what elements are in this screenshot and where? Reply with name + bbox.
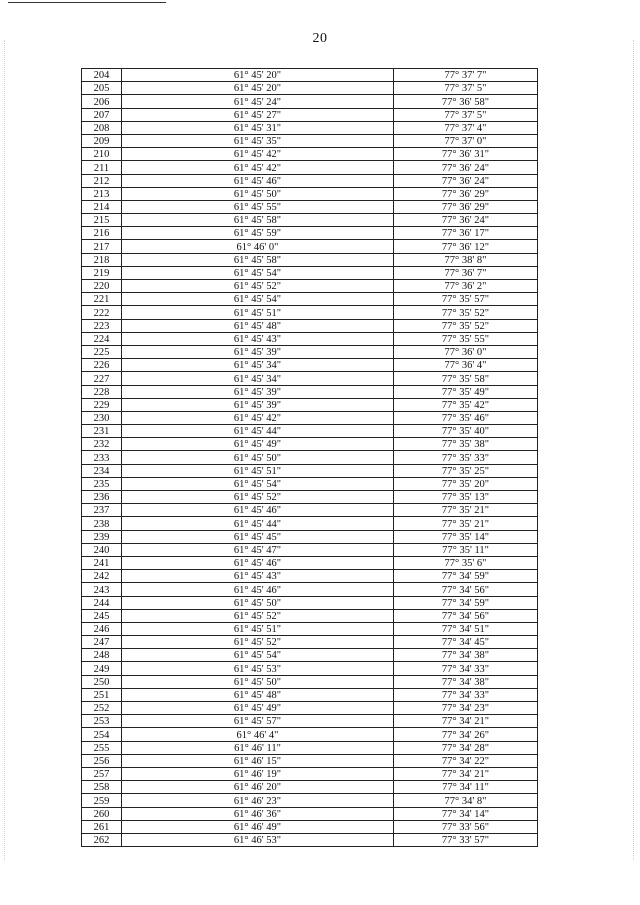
table-row — [82, 715, 538, 728]
longitude-cell: 77° 34' 38" — [394, 649, 538, 662]
point-number-cell: 234 — [82, 464, 122, 477]
coordinates-table-body — [82, 69, 538, 847]
point-number-cell: 238 — [82, 517, 122, 530]
longitude-cell: 77° 37' 7" — [394, 69, 538, 82]
longitude-cell: 77° 34' 56" — [394, 609, 538, 622]
latitude-cell: 61° 45' 39" — [122, 345, 394, 358]
latitude-cell: 61° 45' 24" — [122, 95, 394, 108]
longitude-cell: 77° 35' 52" — [394, 306, 538, 319]
latitude-cell: 61° 45' 44" — [122, 517, 394, 530]
longitude-cell: 77° 35' 13" — [394, 491, 538, 504]
table-row — [82, 609, 538, 622]
longitude-cell: 77° 34' 21" — [394, 715, 538, 728]
point-number-cell: 212 — [82, 174, 122, 187]
point-number-cell: 218 — [82, 253, 122, 266]
longitude-cell: 77° 35' 58" — [394, 372, 538, 385]
table-row — [82, 411, 538, 424]
longitude-cell: 77° 36' 24" — [394, 214, 538, 227]
table-row — [82, 464, 538, 477]
right-edge-artifact — [633, 40, 635, 860]
longitude-cell: 77° 35' 20" — [394, 477, 538, 490]
latitude-cell: 61° 45' 54" — [122, 293, 394, 306]
table-row — [82, 372, 538, 385]
table-row — [82, 398, 538, 411]
point-number-cell: 215 — [82, 214, 122, 227]
longitude-cell: 77° 34' 56" — [394, 583, 538, 596]
latitude-cell: 61° 45' 52" — [122, 609, 394, 622]
table-row — [82, 636, 538, 649]
table-row — [82, 121, 538, 134]
table-row — [82, 240, 538, 253]
longitude-cell: 77° 36' 17" — [394, 227, 538, 240]
longitude-cell: 77° 36' 12" — [394, 240, 538, 253]
latitude-cell: 61° 45' 31" — [122, 121, 394, 134]
longitude-cell: 77° 34' 28" — [394, 741, 538, 754]
point-number-cell: 257 — [82, 767, 122, 780]
longitude-cell: 77° 34' 33" — [394, 688, 538, 701]
table-row — [82, 214, 538, 227]
point-number-cell: 220 — [82, 280, 122, 293]
longitude-cell: 77° 36' 4" — [394, 359, 538, 372]
latitude-cell: 61° 45' 59" — [122, 227, 394, 240]
table-row — [82, 187, 538, 200]
table-row — [82, 227, 538, 240]
point-number-cell: 247 — [82, 636, 122, 649]
table-row — [82, 174, 538, 187]
left-edge-artifact — [4, 40, 6, 860]
latitude-cell: 61° 45' 54" — [122, 477, 394, 490]
table-row — [82, 781, 538, 794]
latitude-cell: 61° 45' 46" — [122, 556, 394, 569]
page-number: 20 — [312, 31, 328, 46]
table-row — [82, 543, 538, 556]
table-row — [82, 280, 538, 293]
latitude-cell: 61° 45' 20" — [122, 69, 394, 82]
longitude-cell: 77° 34' 8" — [394, 794, 538, 807]
longitude-cell: 77° 35' 40" — [394, 425, 538, 438]
latitude-cell: 61° 45' 50" — [122, 596, 394, 609]
table-row — [82, 306, 538, 319]
point-number-cell: 239 — [82, 530, 122, 543]
point-number-cell: 227 — [82, 372, 122, 385]
point-number-cell: 210 — [82, 148, 122, 161]
point-number-cell: 260 — [82, 807, 122, 820]
table-row — [82, 438, 538, 451]
longitude-cell: 77° 35' 21" — [394, 517, 538, 530]
latitude-cell: 61° 45' 52" — [122, 280, 394, 293]
latitude-cell: 61° 45' 53" — [122, 662, 394, 675]
latitude-cell: 61° 45' 34" — [122, 359, 394, 372]
point-number-cell: 246 — [82, 622, 122, 635]
latitude-cell: 61° 45' 46" — [122, 504, 394, 517]
point-number-cell: 248 — [82, 649, 122, 662]
latitude-cell: 61° 45' 49" — [122, 438, 394, 451]
latitude-cell: 61° 45' 42" — [122, 148, 394, 161]
point-number-cell: 249 — [82, 662, 122, 675]
latitude-cell: 61° 45' 50" — [122, 451, 394, 464]
table-row — [82, 517, 538, 530]
table-row — [82, 530, 538, 543]
table-row — [82, 728, 538, 741]
table-row — [82, 741, 538, 754]
longitude-cell: 77° 35' 25" — [394, 464, 538, 477]
point-number-cell: 207 — [82, 108, 122, 121]
latitude-cell: 61° 46' 20" — [122, 781, 394, 794]
latitude-cell: 61° 46' 36" — [122, 807, 394, 820]
table-row — [82, 504, 538, 517]
point-number-cell: 256 — [82, 754, 122, 767]
latitude-cell: 61° 45' 52" — [122, 636, 394, 649]
point-number-cell: 205 — [82, 82, 122, 95]
point-number-cell: 235 — [82, 477, 122, 490]
latitude-cell: 61° 45' 20" — [122, 82, 394, 95]
table-row — [82, 82, 538, 95]
longitude-cell: 77° 36' 0" — [394, 345, 538, 358]
table-row — [82, 491, 538, 504]
latitude-cell: 61° 46' 53" — [122, 833, 394, 846]
table-row — [82, 649, 538, 662]
table-row — [82, 662, 538, 675]
table-row — [82, 69, 538, 82]
latitude-cell: 61° 45' 52" — [122, 491, 394, 504]
longitude-cell: 77° 35' 38" — [394, 438, 538, 451]
longitude-cell: 77° 38' 8" — [394, 253, 538, 266]
latitude-cell: 61° 45' 50" — [122, 187, 394, 200]
table-row — [82, 266, 538, 279]
longitude-cell: 77° 37' 0" — [394, 134, 538, 147]
table-row — [82, 622, 538, 635]
table-row — [82, 807, 538, 820]
longitude-cell: 77° 34' 26" — [394, 728, 538, 741]
table-row — [82, 477, 538, 490]
latitude-cell: 61° 45' 48" — [122, 688, 394, 701]
table-row — [82, 345, 538, 358]
top-rule — [8, 2, 166, 3]
latitude-cell: 61° 45' 44" — [122, 425, 394, 438]
longitude-cell: 77° 34' 38" — [394, 675, 538, 688]
point-number-cell: 216 — [82, 227, 122, 240]
point-number-cell: 255 — [82, 741, 122, 754]
longitude-cell: 77° 35' 52" — [394, 319, 538, 332]
table-row — [82, 95, 538, 108]
longitude-cell: 77° 36' 24" — [394, 174, 538, 187]
latitude-cell: 61° 45' 54" — [122, 649, 394, 662]
point-number-cell: 228 — [82, 385, 122, 398]
point-number-cell: 213 — [82, 187, 122, 200]
longitude-cell: 77° 37' 4" — [394, 121, 538, 134]
table-row — [82, 794, 538, 807]
table-row — [82, 754, 538, 767]
point-number-cell: 258 — [82, 781, 122, 794]
table-row — [82, 332, 538, 345]
longitude-cell: 77° 35' 33" — [394, 451, 538, 464]
point-number-cell: 223 — [82, 319, 122, 332]
point-number-cell: 261 — [82, 820, 122, 833]
latitude-cell: 61° 45' 58" — [122, 214, 394, 227]
table-row — [82, 161, 538, 174]
latitude-cell: 61° 46' 15" — [122, 754, 394, 767]
longitude-cell: 77° 36' 58" — [394, 95, 538, 108]
point-number-cell: 243 — [82, 583, 122, 596]
longitude-cell: 77° 34' 51" — [394, 622, 538, 635]
point-number-cell: 259 — [82, 794, 122, 807]
point-number-cell: 250 — [82, 675, 122, 688]
latitude-cell: 61° 45' 27" — [122, 108, 394, 121]
table-row — [82, 570, 538, 583]
point-number-cell: 224 — [82, 332, 122, 345]
point-number-cell: 237 — [82, 504, 122, 517]
table-row — [82, 833, 538, 846]
point-number-cell: 231 — [82, 425, 122, 438]
latitude-cell: 61° 46' 23" — [122, 794, 394, 807]
point-number-cell: 254 — [82, 728, 122, 741]
latitude-cell: 61° 45' 45" — [122, 530, 394, 543]
latitude-cell: 61° 45' 43" — [122, 570, 394, 583]
latitude-cell: 61° 45' 55" — [122, 200, 394, 213]
latitude-cell: 61° 45' 46" — [122, 583, 394, 596]
point-number-cell: 245 — [82, 609, 122, 622]
latitude-cell: 61° 45' 51" — [122, 622, 394, 635]
table-row — [82, 134, 538, 147]
point-number-cell: 241 — [82, 556, 122, 569]
table-row — [82, 425, 538, 438]
table-row — [82, 253, 538, 266]
longitude-cell: 77° 36' 29" — [394, 187, 538, 200]
table-row — [82, 556, 538, 569]
point-number-cell: 229 — [82, 398, 122, 411]
latitude-cell: 61° 46' 11" — [122, 741, 394, 754]
longitude-cell: 77° 37' 5" — [394, 108, 538, 121]
latitude-cell: 61° 45' 57" — [122, 715, 394, 728]
table-row — [82, 200, 538, 213]
point-number-cell: 221 — [82, 293, 122, 306]
table-row — [82, 293, 538, 306]
latitude-cell: 61° 46' 4" — [122, 728, 394, 741]
latitude-cell: 61° 45' 58" — [122, 253, 394, 266]
longitude-cell: 77° 35' 14" — [394, 530, 538, 543]
point-number-cell: 253 — [82, 715, 122, 728]
table-row — [82, 675, 538, 688]
table-row — [82, 108, 538, 121]
longitude-cell: 77° 34' 22" — [394, 754, 538, 767]
longitude-cell: 77° 36' 24" — [394, 161, 538, 174]
latitude-cell: 61° 45' 54" — [122, 266, 394, 279]
table-row — [82, 359, 538, 372]
longitude-cell: 77° 34' 45" — [394, 636, 538, 649]
point-number-cell: 214 — [82, 200, 122, 213]
longitude-cell: 77° 35' 21" — [394, 504, 538, 517]
latitude-cell: 61° 45' 43" — [122, 332, 394, 345]
table-row — [82, 583, 538, 596]
point-number-cell: 240 — [82, 543, 122, 556]
point-number-cell: 251 — [82, 688, 122, 701]
point-number-cell: 204 — [82, 69, 122, 82]
point-number-cell: 252 — [82, 702, 122, 715]
table-row — [82, 767, 538, 780]
longitude-cell: 77° 36' 2" — [394, 280, 538, 293]
latitude-cell: 61° 45' 47" — [122, 543, 394, 556]
longitude-cell: 77° 34' 21" — [394, 767, 538, 780]
latitude-cell: 61° 45' 50" — [122, 675, 394, 688]
latitude-cell: 61° 45' 39" — [122, 385, 394, 398]
longitude-cell: 77° 34' 14" — [394, 807, 538, 820]
latitude-cell: 61° 46' 19" — [122, 767, 394, 780]
point-number-cell: 262 — [82, 833, 122, 846]
longitude-cell: 77° 33' 56" — [394, 820, 538, 833]
point-number-cell: 232 — [82, 438, 122, 451]
point-number-cell: 222 — [82, 306, 122, 319]
longitude-cell: 77° 35' 46" — [394, 411, 538, 424]
longitude-cell: 77° 35' 57" — [394, 293, 538, 306]
latitude-cell: 61° 45' 42" — [122, 161, 394, 174]
latitude-cell: 61° 46' 49" — [122, 820, 394, 833]
longitude-cell: 77° 36' 29" — [394, 200, 538, 213]
latitude-cell: 61° 45' 48" — [122, 319, 394, 332]
latitude-cell: 61° 45' 49" — [122, 702, 394, 715]
point-number-cell: 233 — [82, 451, 122, 464]
longitude-cell: 77° 35' 49" — [394, 385, 538, 398]
point-number-cell: 236 — [82, 491, 122, 504]
point-number-cell: 217 — [82, 240, 122, 253]
longitude-cell: 77° 36' 7" — [394, 266, 538, 279]
longitude-cell: 77° 35' 42" — [394, 398, 538, 411]
longitude-cell: 77° 34' 59" — [394, 596, 538, 609]
point-number-cell: 211 — [82, 161, 122, 174]
latitude-cell: 61° 45' 51" — [122, 464, 394, 477]
point-number-cell: 226 — [82, 359, 122, 372]
longitude-cell: 77° 36' 31" — [394, 148, 538, 161]
latitude-cell: 61° 45' 39" — [122, 398, 394, 411]
latitude-cell: 61° 45' 34" — [122, 372, 394, 385]
longitude-cell: 77° 34' 11" — [394, 781, 538, 794]
table-row — [82, 688, 538, 701]
longitude-cell: 77° 35' 11" — [394, 543, 538, 556]
longitude-cell: 77° 35' 55" — [394, 332, 538, 345]
coordinates-table — [81, 68, 538, 847]
point-number-cell: 230 — [82, 411, 122, 424]
table-row — [82, 148, 538, 161]
latitude-cell: 61° 45' 35" — [122, 134, 394, 147]
table-row — [82, 451, 538, 464]
latitude-cell: 61° 46' 0" — [122, 240, 394, 253]
longitude-cell: 77° 33' 57" — [394, 833, 538, 846]
point-number-cell: 225 — [82, 345, 122, 358]
longitude-cell: 77° 34' 59" — [394, 570, 538, 583]
point-number-cell: 242 — [82, 570, 122, 583]
point-number-cell: 244 — [82, 596, 122, 609]
point-number-cell: 206 — [82, 95, 122, 108]
table-row — [82, 702, 538, 715]
table-row — [82, 820, 538, 833]
latitude-cell: 61° 45' 46" — [122, 174, 394, 187]
table-row — [82, 596, 538, 609]
point-number-cell: 209 — [82, 134, 122, 147]
longitude-cell: 77° 34' 33" — [394, 662, 538, 675]
longitude-cell: 77° 34' 23" — [394, 702, 538, 715]
latitude-cell: 61° 45' 51" — [122, 306, 394, 319]
table-row — [82, 319, 538, 332]
latitude-cell: 61° 45' 42" — [122, 411, 394, 424]
point-number-cell: 208 — [82, 121, 122, 134]
point-number-cell: 219 — [82, 266, 122, 279]
table-row — [82, 385, 538, 398]
longitude-cell: 77° 35' 6" — [394, 556, 538, 569]
longitude-cell: 77° 37' 5" — [394, 82, 538, 95]
